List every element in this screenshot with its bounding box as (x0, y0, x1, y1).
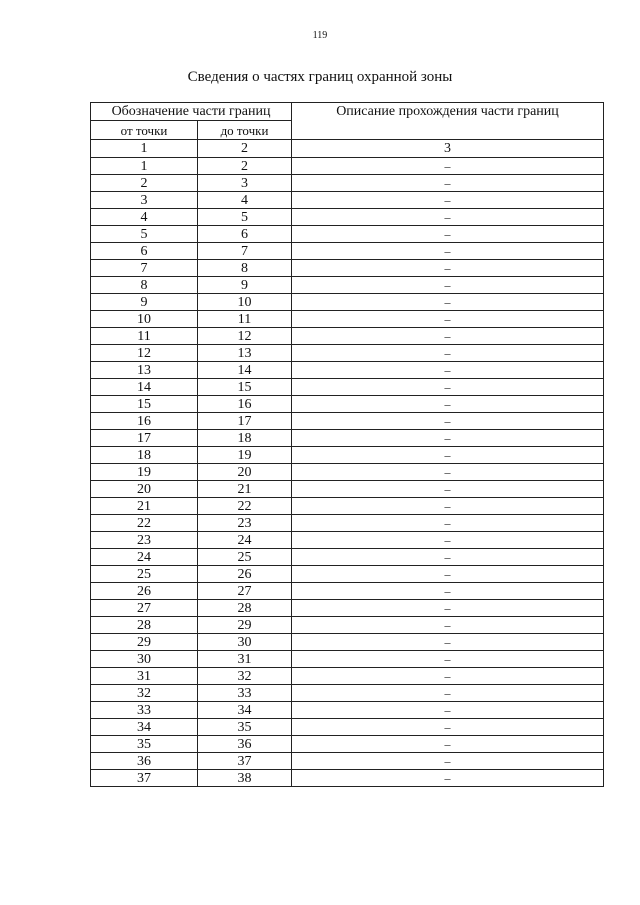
to-point-cell: 20 (198, 464, 292, 481)
description-cell: – (292, 294, 604, 311)
to-point-cell: 28 (198, 600, 292, 617)
column-number: 1 (91, 140, 198, 158)
description-cell: – (292, 719, 604, 736)
from-point-cell: 33 (91, 702, 198, 719)
description-cell: – (292, 447, 604, 464)
table-row (91, 651, 604, 668)
to-point-cell: 3 (198, 175, 292, 192)
description-cell: – (292, 498, 604, 515)
table-row (91, 736, 604, 753)
table-row (91, 396, 604, 413)
description-cell: – (292, 345, 604, 362)
to-point-cell: 31 (198, 651, 292, 668)
to-point-cell: 38 (198, 770, 292, 787)
boundary-parts-table-container (90, 102, 604, 787)
table-row (91, 158, 604, 175)
table-row (91, 617, 604, 634)
to-point-cell: 33 (198, 685, 292, 702)
table-row (91, 515, 604, 532)
table-row (91, 447, 604, 464)
from-point-cell: 19 (91, 464, 198, 481)
to-point-cell: 15 (198, 379, 292, 396)
description-cell: – (292, 328, 604, 345)
description-cell: – (292, 770, 604, 787)
table-row (91, 583, 604, 600)
from-point-cell: 11 (91, 328, 198, 345)
description-cell: – (292, 209, 604, 226)
from-point-cell: 25 (91, 566, 198, 583)
to-point-cell: 35 (198, 719, 292, 736)
from-point-cell: 14 (91, 379, 198, 396)
document-title: Сведения о частях границ охранной зоны (187, 69, 453, 85)
boundary-description-header: Описание прохождения части границ (292, 103, 604, 140)
from-point-cell: 22 (91, 515, 198, 532)
to-point-cell: 10 (198, 294, 292, 311)
from-point-cell: 15 (91, 396, 198, 413)
description-cell: – (292, 379, 604, 396)
table-row (91, 260, 604, 277)
table-row (91, 498, 604, 515)
to-point-cell: 7 (198, 243, 292, 260)
table-row (91, 430, 604, 447)
to-point-cell: 29 (198, 617, 292, 634)
from-point-cell: 23 (91, 532, 198, 549)
table-row (91, 532, 604, 549)
table-row (91, 549, 604, 566)
to-point-cell: 16 (198, 396, 292, 413)
to-point-cell: 32 (198, 668, 292, 685)
to-point-cell: 9 (198, 277, 292, 294)
table-row (91, 209, 604, 226)
to-point-cell: 17 (198, 413, 292, 430)
to-point-cell: 5 (198, 209, 292, 226)
from-point-cell: 34 (91, 719, 198, 736)
from-point-cell: 10 (91, 311, 198, 328)
description-cell: – (292, 311, 604, 328)
description-cell: – (292, 226, 604, 243)
description-cell: – (292, 736, 604, 753)
from-point-cell: 17 (91, 430, 198, 447)
to-point-cell: 2 (198, 158, 292, 175)
from-point-cell: 8 (91, 277, 198, 294)
description-cell: – (292, 260, 604, 277)
table-row (91, 277, 604, 294)
description-cell: – (292, 158, 604, 175)
from-point-cell: 20 (91, 481, 198, 498)
to-point-cell: 26 (198, 566, 292, 583)
to-point-cell: 21 (198, 481, 292, 498)
from-point-cell: 2 (91, 175, 198, 192)
column-number: 2 (198, 140, 292, 158)
from-point-cell: 18 (91, 447, 198, 464)
description-cell: – (292, 566, 604, 583)
to-point-cell: 13 (198, 345, 292, 362)
table-row (91, 328, 604, 345)
to-point-cell: 37 (198, 753, 292, 770)
from-point-cell: 3 (91, 192, 198, 209)
description-cell: – (292, 702, 604, 719)
from-point-cell: 21 (91, 498, 198, 515)
from-point-cell: 5 (91, 226, 198, 243)
from-point-cell: 12 (91, 345, 198, 362)
to-point-cell: 25 (198, 549, 292, 566)
table-row (91, 481, 604, 498)
description-cell: – (292, 651, 604, 668)
table-row (91, 753, 604, 770)
to-point-header: до точки (198, 121, 292, 140)
description-cell: – (292, 532, 604, 549)
to-point-cell: 12 (198, 328, 292, 345)
from-point-cell: 7 (91, 260, 198, 277)
from-point-cell: 24 (91, 549, 198, 566)
to-point-cell: 19 (198, 447, 292, 464)
description-cell: – (292, 515, 604, 532)
to-point-cell: 6 (198, 226, 292, 243)
table-row (91, 413, 604, 430)
from-point-cell: 27 (91, 600, 198, 617)
table-row (91, 192, 604, 209)
description-cell: – (292, 617, 604, 634)
table-row (91, 668, 604, 685)
table-row (91, 311, 604, 328)
from-point-cell: 26 (91, 583, 198, 600)
table-row (91, 294, 604, 311)
boundary-part-designation-header: Обозначение части границ (91, 103, 292, 121)
from-point-cell: 30 (91, 651, 198, 668)
description-cell: – (292, 396, 604, 413)
table-row (91, 702, 604, 719)
page-number: 119 (312, 30, 328, 41)
to-point-cell: 23 (198, 515, 292, 532)
table-row (91, 634, 604, 651)
from-point-cell: 16 (91, 413, 198, 430)
to-point-cell: 11 (198, 311, 292, 328)
table-row (91, 719, 604, 736)
to-point-cell: 22 (198, 498, 292, 515)
description-cell: – (292, 634, 604, 651)
table-row (91, 770, 604, 787)
description-cell: – (292, 753, 604, 770)
table-row (91, 379, 604, 396)
description-cell: – (292, 362, 604, 379)
header-row-group (91, 103, 604, 121)
from-point-cell: 13 (91, 362, 198, 379)
table-body (91, 140, 604, 787)
table-row (91, 685, 604, 702)
description-cell: – (292, 243, 604, 260)
table-row (91, 566, 604, 583)
from-point-cell: 28 (91, 617, 198, 634)
to-point-cell: 34 (198, 702, 292, 719)
description-cell: – (292, 464, 604, 481)
to-point-cell: 27 (198, 583, 292, 600)
from-point-cell: 9 (91, 294, 198, 311)
from-point-cell: 1 (91, 158, 198, 175)
table-row (91, 464, 604, 481)
to-point-cell: 14 (198, 362, 292, 379)
description-cell: – (292, 583, 604, 600)
table-row (91, 175, 604, 192)
table-header (91, 103, 604, 140)
to-point-cell: 36 (198, 736, 292, 753)
from-point-cell: 4 (91, 209, 198, 226)
to-point-cell: 18 (198, 430, 292, 447)
column-numbering-row (91, 140, 604, 158)
from-point-cell: 36 (91, 753, 198, 770)
from-point-cell: 29 (91, 634, 198, 651)
table-row (91, 243, 604, 260)
table-row (91, 362, 604, 379)
description-cell: – (292, 549, 604, 566)
description-cell: – (292, 600, 604, 617)
table-row (91, 600, 604, 617)
table-row (91, 345, 604, 362)
to-point-cell: 24 (198, 532, 292, 549)
from-point-cell: 32 (91, 685, 198, 702)
description-cell: – (292, 175, 604, 192)
description-cell: – (292, 668, 604, 685)
from-point-cell: 6 (91, 243, 198, 260)
description-cell: – (292, 277, 604, 294)
description-cell: – (292, 685, 604, 702)
table-row (91, 226, 604, 243)
description-cell: – (292, 481, 604, 498)
from-point-cell: 31 (91, 668, 198, 685)
from-point-cell: 37 (91, 770, 198, 787)
to-point-cell: 30 (198, 634, 292, 651)
description-cell: – (292, 413, 604, 430)
from-point-cell: 35 (91, 736, 198, 753)
boundary-parts-table (90, 102, 604, 787)
column-number: 3 (292, 140, 604, 158)
from-point-header: от точки (91, 121, 198, 140)
to-point-cell: 4 (198, 192, 292, 209)
description-cell: – (292, 192, 604, 209)
to-point-cell: 8 (198, 260, 292, 277)
description-cell: – (292, 430, 604, 447)
